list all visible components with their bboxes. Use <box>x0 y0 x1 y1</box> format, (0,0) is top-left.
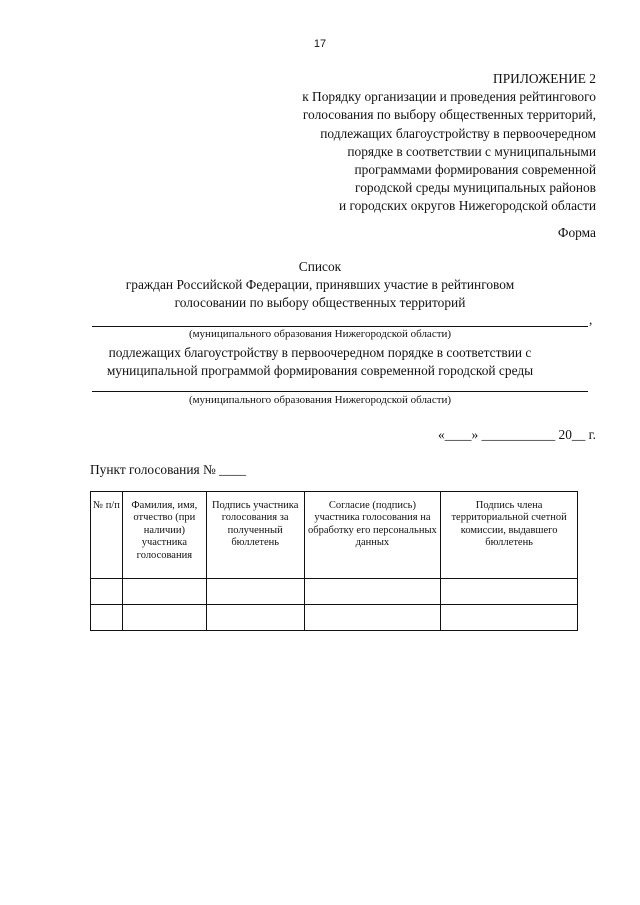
table-row <box>91 605 578 631</box>
table-cell[interactable] <box>441 605 578 631</box>
table-cell[interactable] <box>206 605 304 631</box>
table-cell[interactable] <box>304 605 441 631</box>
appendix-line: к Порядку организации и проведения рейтингового <box>302 89 596 105</box>
header-signature-ballot: Подпись участника голосования за полученный бюллетень <box>206 492 304 579</box>
list-title: Список <box>298 259 342 274</box>
table-header-row <box>91 492 578 579</box>
appendix-block <box>302 70 596 216</box>
table-cell[interactable] <box>304 579 441 605</box>
appendix-line: и городских округов Нижегородской области <box>338 198 596 214</box>
subtitle-line: подлежащих благоустройству в первоочередном порядке в соответствии с <box>108 345 532 360</box>
appendix-line: порядке в соответствии с муниципальными <box>347 143 596 159</box>
form-label: Форма <box>557 225 596 240</box>
header-commission-signature: Подпись члена территориальной счетной комиссии, выдавшего бюллетень <box>441 492 578 579</box>
appendix-line: программами формирования современной <box>354 162 596 178</box>
list-title-line: граждан Российской Федерации, принявших участие в рейтинговом <box>125 277 515 292</box>
header-consent: Согласие (подпись) участника голосования на обработку его персональных данных <box>304 492 441 579</box>
blank-line-municipality <box>92 326 588 327</box>
subtitle-line: муниципальной программой формирования современной городской среды <box>106 363 534 378</box>
appendix-line: подлежащих благоустройству в первоочередном <box>320 125 596 141</box>
municipality-caption: (муниципального образования Нижегородской области) <box>188 328 452 340</box>
page-number: 17 <box>313 38 327 50</box>
participants-table <box>90 491 578 631</box>
municipality-caption-2: (муниципального образования Нижегородской области) <box>188 394 452 406</box>
appendix-title: ПРИЛОЖЕНИЕ 2 <box>493 71 596 86</box>
appendix-line: голосования по выбору общественных территорий, <box>302 107 596 123</box>
table-cell[interactable] <box>441 579 578 605</box>
appendix-line: городской среды муниципальных районов <box>355 180 596 196</box>
table-cell[interactable] <box>91 605 123 631</box>
header-number: № п/п <box>91 492 123 579</box>
blank-line-municipality-2 <box>92 391 588 392</box>
list-title-line: голосовании по выбору общественных территорий <box>174 295 466 310</box>
polling-point-label: Пункт голосования № ____ <box>90 462 246 477</box>
comma: , <box>589 312 593 327</box>
table-cell[interactable] <box>206 579 304 605</box>
table-row <box>91 579 578 605</box>
table-cell[interactable] <box>122 579 206 605</box>
table-cell[interactable] <box>122 605 206 631</box>
header-full-name: Фамилия, имя, отчество (при наличии) участника голосования <box>122 492 206 579</box>
date-line: «____» ___________ 20__ г. <box>438 427 596 442</box>
table-cell[interactable] <box>91 579 123 605</box>
